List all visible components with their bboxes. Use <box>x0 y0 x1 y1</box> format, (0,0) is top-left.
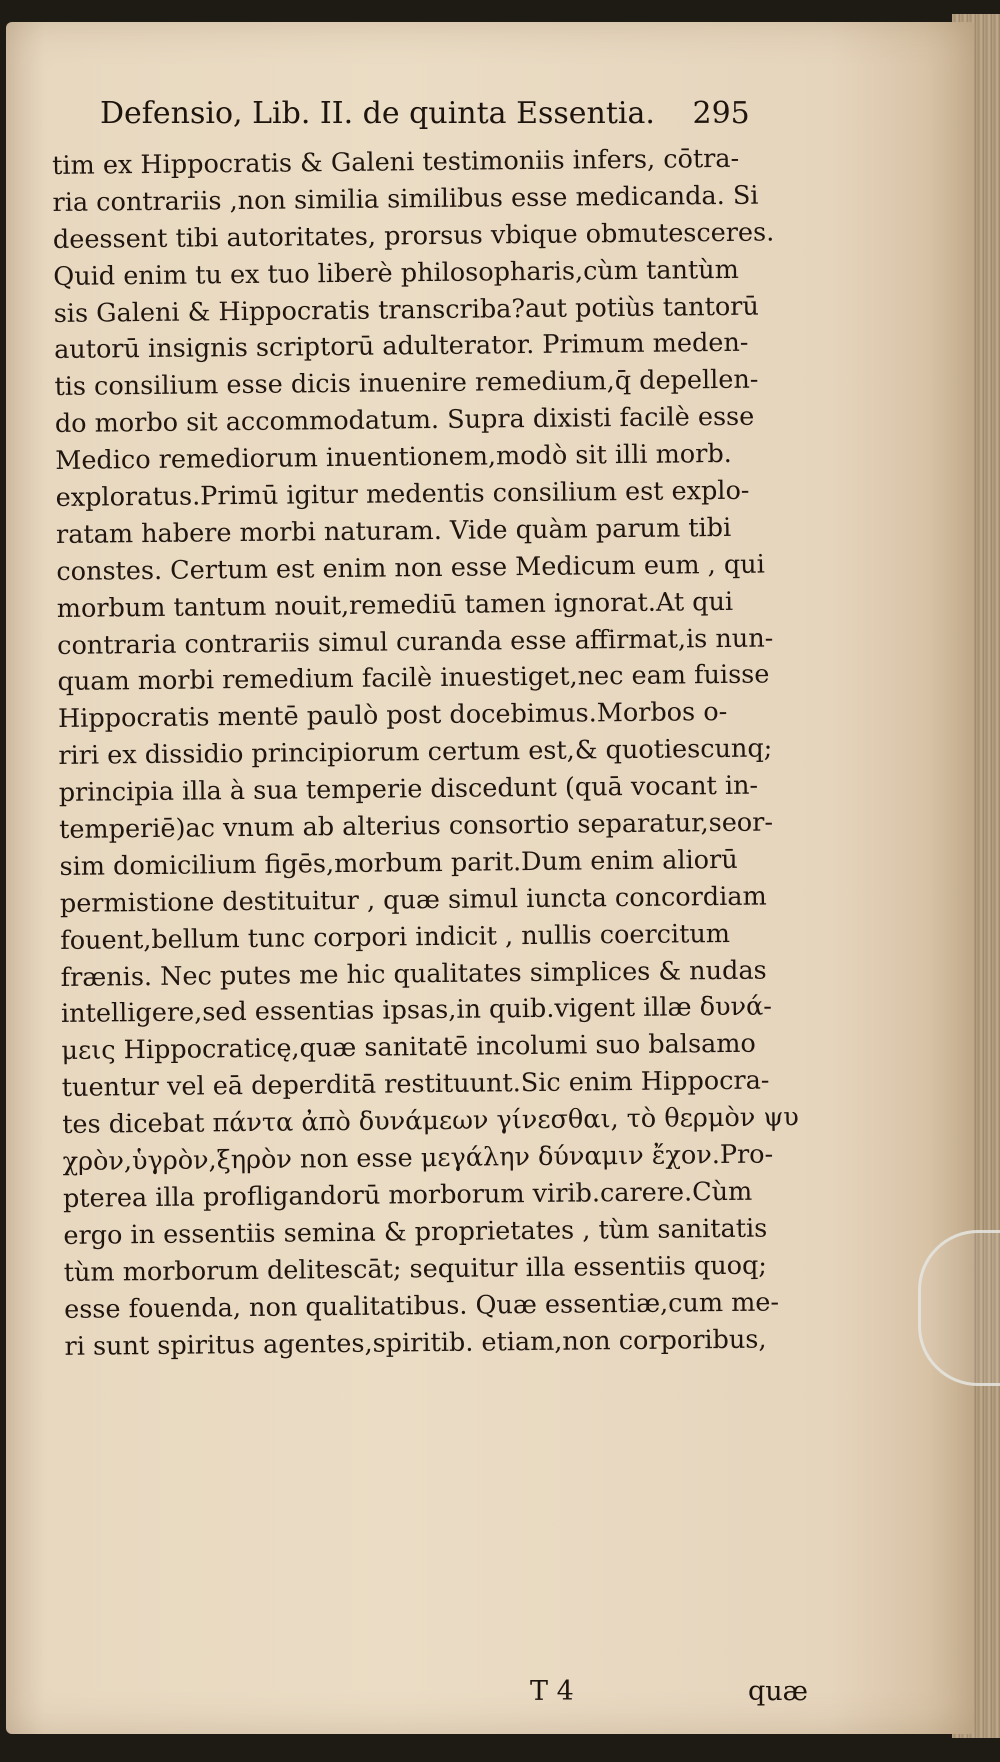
text-line: ria contrariis ,non similia similibus esse medicanda. Si <box>52 180 759 218</box>
page-number: 295 <box>692 96 750 131</box>
text-line: principia illa à sua temperie discedunt (quā vocant in- <box>58 770 759 809</box>
text-line: quam morbi remedium facilè inuestiget,nec eam fuisse <box>57 659 770 698</box>
text-line: sim domicilium figēs,morbum parit.Dum enim aliorū <box>59 844 738 882</box>
text-line: tuentur vel eā deperditā restituunt.Sic enim Hippocra- <box>61 1065 770 1104</box>
text-line: intelligere,sed essentias ipsas,in quib.vigent illæ δυνά- <box>60 991 773 1030</box>
body-text <box>52 140 825 1365</box>
catchline <box>530 1676 830 1707</box>
text-line: sis Galeni & Hippocratis transcriba?aut potiùs tantorū <box>53 291 759 329</box>
text-line: permistione destituitur , quæ simul iuncta concordiam <box>59 881 767 919</box>
text-line: deessent tibi autoritates, prorsus vbique obmutesceres. <box>52 217 775 255</box>
page-clip <box>918 1230 1000 1386</box>
text-line: Hippocratis mentē paulò post docebimus.Morbos o- <box>57 697 728 735</box>
text-line: tes dicebat πάντα ἀπὸ δυνάμεων γίνεσθαι, τὸ θερμὸν ψυ <box>62 1102 800 1141</box>
text-line: frænis. Nec putes me hic qualitates simplices & nudas <box>60 955 767 993</box>
running-title: Defensio, Lib. II. de quinta Essentia. <box>100 96 655 131</box>
catchword: quæ <box>748 1676 809 1707</box>
text-line: pterea illa profligandorū morborum virib.carere.Cùm <box>62 1176 753 1214</box>
text-line: exploratus.Primū igitur medentis consilium est explo- <box>55 475 750 513</box>
text-line: tim ex Hippocratis & Galeni testimoniis infers, cōtra- <box>52 143 740 181</box>
text-line: tis consilium esse dicis inuenire remedium,q̄ depellen- <box>54 364 759 403</box>
text-line: temperiē)ac vnum ab alterius consortio separatur,seor- <box>58 807 774 845</box>
text-line: constes. Certum est enim non esse Medicum eum , qui <box>56 549 765 587</box>
text-line: morbum tantum nouit,remediū tamen ignorat.At qui <box>56 586 734 624</box>
text-line: Medico remediorum inuentionem,modò sit illi morb. <box>55 439 732 477</box>
text-line: esse fouenda, non qualitatibus. Quæ essentiæ,cum me- <box>64 1287 780 1325</box>
text-line: Quid enim tu ex tuo liberè philosopharis,cùm tantùm <box>53 254 739 292</box>
text-line: autorū insignis scriptorū adulterator. Primum meden- <box>53 328 749 366</box>
signature-mark: T 4 <box>530 1676 574 1707</box>
text-line: do morbo sit accommodatum. Supra dixisti facilè esse <box>54 401 755 440</box>
page-header <box>100 96 800 131</box>
text-line: contraria contrariis simul curanda esse affirmat,is nun- <box>57 623 774 661</box>
text-line: μεις Hippocraticę,quæ sanitatē incolumi suo balsamo <box>61 1029 756 1067</box>
text-line: fouent,bellum tunc corpori indicit , nullis coercitum <box>60 918 731 956</box>
text-line: ri sunt spiritus agentes,spiritib. etiam,non corporibus, <box>64 1324 767 1362</box>
text-line: ergo in essentiis semina & proprietates , tùm sanitatis <box>63 1213 768 1251</box>
text-line: χρὸν,ὑγρὸν,ξηρὸν non esse μεγάλην δύναμιν ἔχον.Pro- <box>62 1139 774 1177</box>
text-line: ratam habere morbi naturam. Vide quàm parum tibi <box>55 512 732 550</box>
text-line: riri ex dissidio principiorum certum est,& quotiescunq; <box>58 733 773 772</box>
text-line: tùm morborum delitescāt; sequitur illa essentiis quoq; <box>63 1250 768 1288</box>
